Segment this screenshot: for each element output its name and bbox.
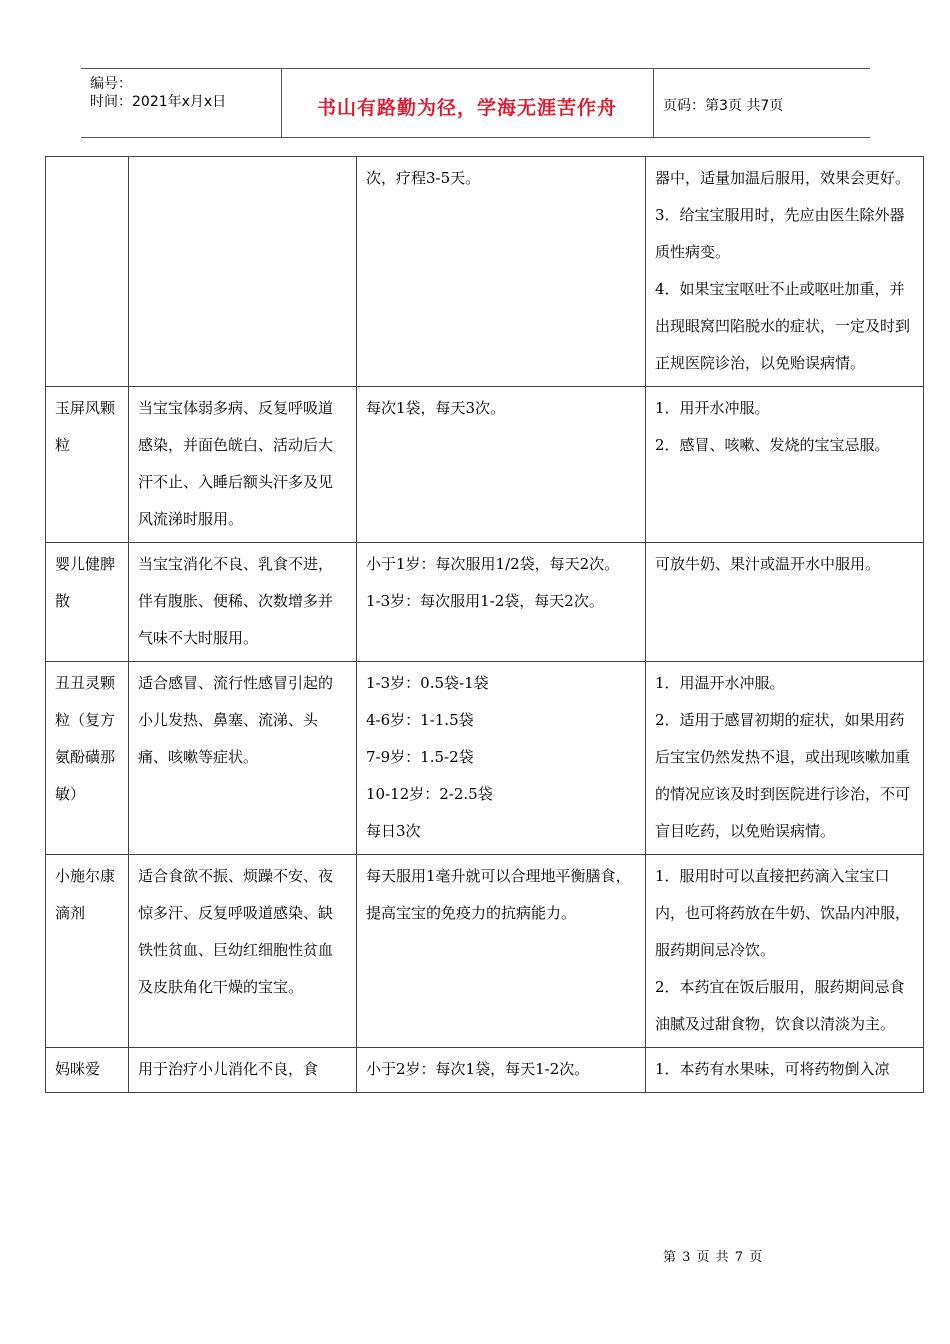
dosage-cell <box>357 662 646 855</box>
table-row <box>46 1048 924 1093</box>
table-row <box>46 157 924 387</box>
indication-cell <box>129 157 357 387</box>
medicine-name-cell <box>46 662 129 855</box>
medicine-name-cell <box>46 543 129 662</box>
dosage-text: 4-6岁：1-1.5袋 <box>366 711 474 729</box>
notes-text: 4．如果宝宝呕吐不止或呕吐加重，并出现眼窝凹陷脱水的症状，一定及时到正规医院诊治，以免贻误病情。 <box>655 280 911 372</box>
notes-cell <box>646 1048 924 1093</box>
dosage-text: 1-3岁：每次服用1-2袋，每天2次。 <box>366 592 604 610</box>
notes-text: 1．用开水冲服。 <box>655 399 770 417</box>
header-left-cell <box>81 69 282 137</box>
dosage-text: 每次1袋，每天3次。 <box>366 399 506 417</box>
indication-text: 当宝宝消化不良、乳食不进，伴有腹胀、便稀、次数增多并气味不大时服用。 <box>138 555 334 647</box>
medicine-name-cell <box>46 387 129 543</box>
dosage-text: 每天服用1毫升就可以合理地平衡膳食，提高宝宝的免疫力的抗病能力。 <box>366 867 631 922</box>
table-row <box>46 387 924 543</box>
notes-text: 3．给宝宝服用时，先应由医生除外器质性病变。 <box>655 206 905 261</box>
medicine-name-cell <box>46 157 129 387</box>
dosage-text: 小于1岁：每次服用1/2袋，每天2次。 <box>366 555 620 573</box>
medicine-name-text: 丑丑灵颗粒（复方氨酚磺那敏） <box>55 674 116 803</box>
notes-cell <box>646 855 924 1048</box>
notes-text: 1．服用时可以直接把药滴入宝宝口内，也可将药放在牛奶、饮品内冲服，服药期间忌冷饮。 <box>655 867 911 959</box>
notes-text: 2．感冒、咳嗽、发烧的宝宝忌服。 <box>655 436 890 454</box>
header-right-cell <box>653 69 870 137</box>
notes-cell <box>646 543 924 662</box>
header-slogan: 书山有路勤为径，学海无涯苦作舟 <box>316 97 617 119</box>
indication-cell <box>129 662 357 855</box>
dosage-text: 10-12岁：2-2.5袋 <box>366 785 493 803</box>
notes-cell <box>646 662 924 855</box>
notes-text: 1．用温开水冲服。 <box>655 674 785 692</box>
notes-text: 2．适用于感冒初期的症状，如果用药后宝宝仍然发热不退，或出现咳嗽加重的情况应该及时到医院进行诊治，不可盲目吃药，以免贻误病情。 <box>655 711 911 840</box>
table-row <box>46 855 924 1048</box>
indication-cell <box>129 543 357 662</box>
notes-text: 1．本药有水果味，可将药物倒入凉 <box>655 1060 890 1078</box>
dosage-cell <box>357 543 646 662</box>
indication-text: 适合食欲不振、烦躁不安、夜惊多汗、反复呼吸道感染、缺铁性贫血、巨幼红细胞性贫血及皮肤角化干燥的宝宝。 <box>138 867 334 996</box>
indication-text: 适合感冒、流行性感冒引起的小儿发热、鼻塞、流涕、头痛、咳嗽等症状。 <box>138 674 334 766</box>
indication-text: 当宝宝体弱多病、反复呼吸道感染，并面色㿠白、活动后大汗不止、入睡后额头汗多及见风流涕时服用。 <box>138 399 334 528</box>
notes-cell <box>646 157 924 387</box>
dosage-text: 每日3次 <box>366 822 421 840</box>
table-row <box>46 543 924 662</box>
dosage-cell <box>357 1048 646 1093</box>
indication-cell <box>129 855 357 1048</box>
medicine-table <box>45 156 924 1093</box>
dosage-text: 小于2岁：每次1袋，每天1-2次。 <box>366 1060 590 1078</box>
indication-cell <box>129 1048 357 1093</box>
medicine-name-text: 婴儿健脾散 <box>55 555 116 610</box>
indication-cell <box>129 387 357 543</box>
page-header <box>81 68 870 138</box>
dosage-cell <box>357 387 646 543</box>
page-footer: 第 3 页 共 7 页 <box>663 1250 764 1265</box>
medicine-name-text: 玉屏风颗粒 <box>55 399 116 454</box>
notes-text: 可放牛奶、果汁或温开水中服用。 <box>655 555 881 573</box>
notes-text: 2．本药宜在饭后服用，服药期间忌食油腻及过甜食物，饮食以清淡为主。 <box>655 978 905 1033</box>
dosage-cell <box>357 157 646 387</box>
dosage-text: 1-3岁：0.5袋-1袋 <box>366 674 489 692</box>
dosage-text: 次，疗程3-5天。 <box>366 169 481 187</box>
document-time: 时间：2021年x月x日 <box>90 94 227 110</box>
medicine-name-cell <box>46 855 129 1048</box>
medicine-name-cell <box>46 1048 129 1093</box>
header-page-info: 页码：第3页 共7页 <box>663 98 784 114</box>
dosage-cell <box>357 855 646 1048</box>
indication-text: 用于治疗小儿消化不良，食 <box>138 1060 319 1078</box>
medicine-name-text: 妈咪爱 <box>55 1060 101 1078</box>
document-number-label: 编号： <box>90 76 132 92</box>
notes-text: 器中，适量加温后服用，效果会更好。 <box>655 169 911 187</box>
notes-cell <box>646 387 924 543</box>
header-middle-cell <box>281 69 654 137</box>
dosage-text: 7-9岁：1.5-2袋 <box>366 748 474 766</box>
table-row <box>46 662 924 855</box>
medicine-name-text: 小施尔康滴剂 <box>55 867 116 922</box>
